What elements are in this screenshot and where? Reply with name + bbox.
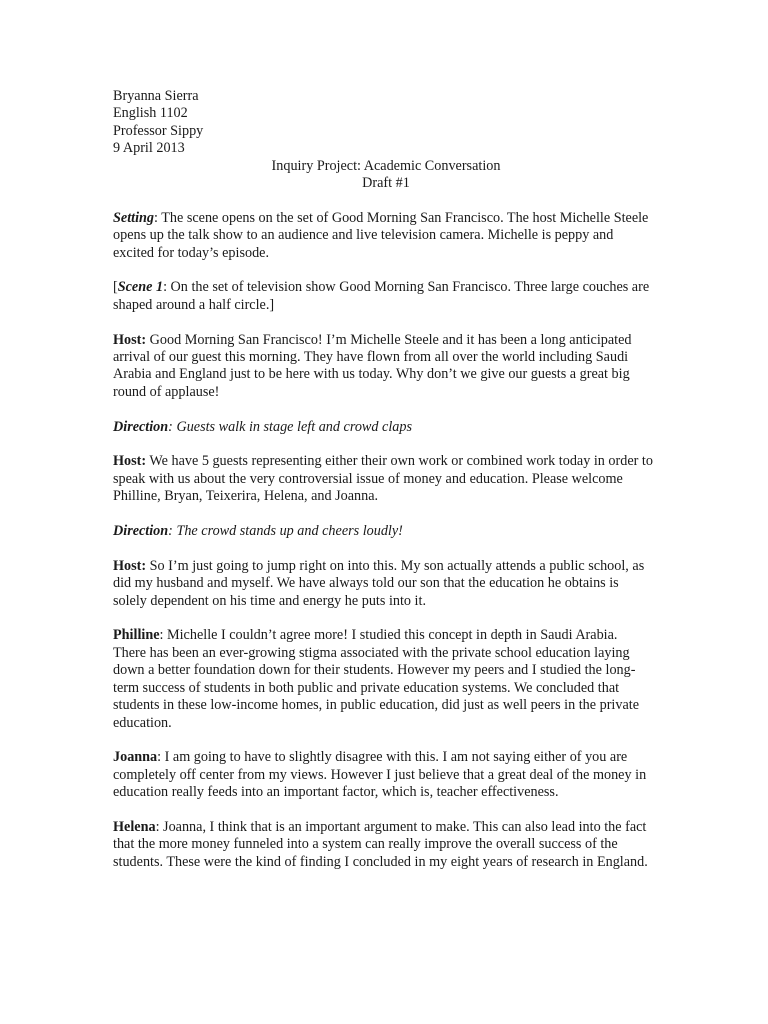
joanna-text: : I am going to have to slightly disagree with this. I am not saying either of you are completely off center from my views. However I just believe that a great deal of the money in education really feeds into an important factor, which is, teacher effectiveness. [113,749,647,801]
direction-label-2: Direction [113,523,169,540]
direction-paragraph-2 [113,523,653,540]
direction-paragraph-1 [113,419,653,436]
philline-label: Philline [113,627,160,644]
joanna-label: Joanna [113,749,158,766]
direction-text-1: : Guests walk in stage left and crowd claps [168,418,412,435]
title-line-1: Inquiry Project: Academic Conversation [271,157,501,174]
joanna-paragraph [113,749,653,801]
scene1-text: : On the set of television show Good Morning San Francisco. Three large couches are shaped around a half circle.] [113,279,650,313]
setting-paragraph [113,210,653,262]
host-label-2: Host: [113,453,147,470]
direction-label-1: Direction [113,418,169,435]
document-title [113,158,653,193]
host-text-2: We have 5 guests representing either their own work or combined work today in order to speak with us about the very controversial issue of money and education. Please welcome Philline, Bryan, Teixerira, Helena, and Joanna. [113,453,653,505]
helena-label: Helena [113,818,156,835]
host-paragraph-1 [113,332,653,402]
host-label-1: Host: [113,331,147,348]
scene1-paragraph [113,279,653,314]
setting-label: Setting [113,209,154,226]
helena-text: : Joanna, I think that is an important argument to make. This can also lead into the fact that the more money funneled into a system can really improve the overall success of the students. These were the kind of finding I concluded in my eight years of research in England. [113,818,648,870]
host-text-1: Good Morning San Francisco! I’m Michelle Steele and it has been a long anticipated arrival of our guest this morning. They have flown from all over the world including Saudi Arabia and England just to be here with us today. Why don’t we give our guests a great big round of applause! [113,331,632,400]
host-text-3: So I’m just going to jump right on into this. My son actually attends a public school, as did my husband and myself. We have always told our son that the education he obtains is solely dependent on his time and energy he puts into it. [113,557,645,609]
setting-text: : The scene opens on the set of Good Morning San Francisco. The host Michelle Steele opens up the talk show to an audience and live television camera. Michelle is peppy and excited for today’s episode. [113,209,649,261]
scene1-bracket: [ [113,279,118,296]
host-paragraph-2 [113,453,653,505]
professor-name: Professor Sippy [113,122,204,139]
direction-text-2: : The crowd stands up and cheers loudly! [168,523,403,540]
host-label-3: Host: [113,557,147,574]
author-name: Bryanna Sierra [113,88,199,104]
helena-paragraph [113,819,653,871]
philline-paragraph [113,627,653,731]
course-name: English 1102 [113,105,188,122]
document-date: 9 April 2013 [113,140,185,157]
title-line-2: Draft #1 [362,175,410,192]
header-block [113,88,653,158]
scene1-label: Scene 1 [117,279,164,296]
philline-text: : Michelle I couldn’t agree more! I studied this concept in depth in Saudi Arabia. There has been an ever-growing stigma associated with the private school education laying down a better foundation down for their students. However my peers and I studied the long-term success of students in both public and private education systems. We concluded that students in these low-income homes, in public education, did just as well peers in the private education. [113,627,640,731]
host-paragraph-3 [113,558,653,610]
document-page [113,88,653,889]
